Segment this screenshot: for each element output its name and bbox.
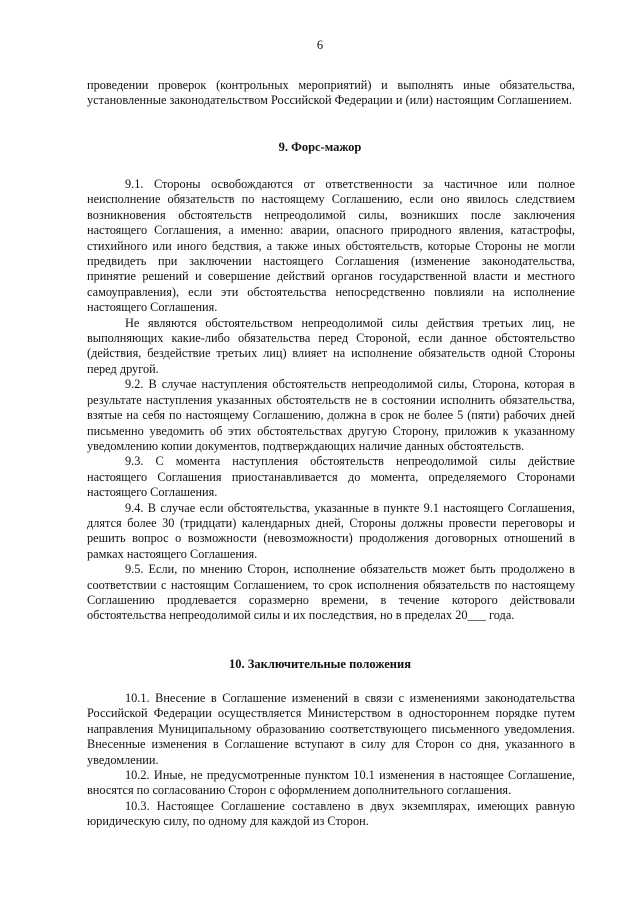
paragraph-9-3: 9.3. С момента наступления обстоятельств непреодолимой силы действие настоящего Соглашения приостанавливается до момента, определяемого Сторонами настоящего Соглашения.	[87, 454, 575, 500]
section-9-body	[87, 177, 575, 624]
paragraph-9-1-note: Не являются обстоятельством непреодолимой силы действия третьих лиц, не выполняющих какие-либо обязательства перед Стороной, если данное обстоятельство (действия, бездействие третьих лиц) влияет на исполнение обязательств одной Стороны перед другой.	[87, 315, 575, 376]
paragraph-9-4: 9.4. В случае если обстоятельства, указанные в пункте 9.1 настоящего Соглашения, длятся более 30 (тридцати) календарных дней, Стороны должны провести переговоры и решить вопрос о возможности (невозможности) продолжения договорных отношений в рамках настоящего Соглашения.	[87, 500, 575, 561]
section-10-body	[87, 691, 575, 830]
paragraph-9-1: 9.1. Стороны освобождаются от ответственности за частичное или полное неисполнение обязательств по настоящему Соглашению, если оно явилось следствием возникновения обстоятельств непреодолимой силы, возникших после заключения настоящего Соглашения, а именно: аварии, опасного природного явления, катастрофы, стихийного или иного бедствия, а также иных обстоятельств, которые Стороны не могли предвидеть при заключении настоящего Соглашения (изменение законодательства, принятие решений и совершение действий органов государственной власти и местного самоуправления), если эти обстоятельства непосредственно повлияли на исполнение настоящего Соглашения.	[87, 177, 575, 315]
paragraph-9-5: 9.5. Если, по мнению Сторон, исполнение обязательств может быть продолжено в соответствии с настоящим Соглашением, то срок исполнения обязательств по настоящему Соглашению продлевается соразмерно времени, в течение которого действовали обстоятельства непреодолимой силы и их последствия, но в пределах 20___ года.	[87, 562, 575, 623]
intro-paragraph: проведении проверок (контрольных мероприятий) и выполнять иные обязательства, установленные законодательством Российской Федерации и (или) настоящим Соглашением.	[87, 78, 575, 108]
intro-paragraph-block	[87, 78, 575, 109]
paragraph-10-1: 10.1. Внесение в Соглашение изменений в связи с изменениями законодательства Российской Федерации осуществляется Министерством в одностороннем порядке путем направления Муниципальному образованию соответствующего письменного уведомления. Внесенные изменения в Соглашение вступают в силу для Сторон со дня, указанного в уведомлении.	[87, 691, 575, 767]
page-number: 6	[316, 38, 324, 52]
section-10-title: 10. Заключительные положения	[229, 657, 411, 671]
paragraph-10-2: 10.2. Иные, не предусмотренные пунктом 10.1 изменения в настоящее Соглашение, вносятся по согласованию Сторон с оформлением дополнительного соглашения.	[87, 768, 575, 798]
section-9-title: 9. Форс-мажор	[278, 140, 362, 154]
paragraph-10-3: 10.3. Настоящее Соглашение составлено в двух экземплярах, имеющих равную юридическую силу, по одному для каждой из Сторон.	[87, 798, 575, 829]
paragraph-9-2: 9.2. В случае наступления обстоятельств непреодолимой силы, Сторона, которая в результате наступления указанных обстоятельств не в состоянии исполнить обязательства, взятые на себя по настоящему Соглашению, должна в срок не более 5 (пяти) рабочих дней письменно уведомить об этих обстоятельствах другую Сторону, приложив к указанному уведомлению копии документов, подтверждающих наличие данных обстоятельств.	[87, 377, 575, 453]
